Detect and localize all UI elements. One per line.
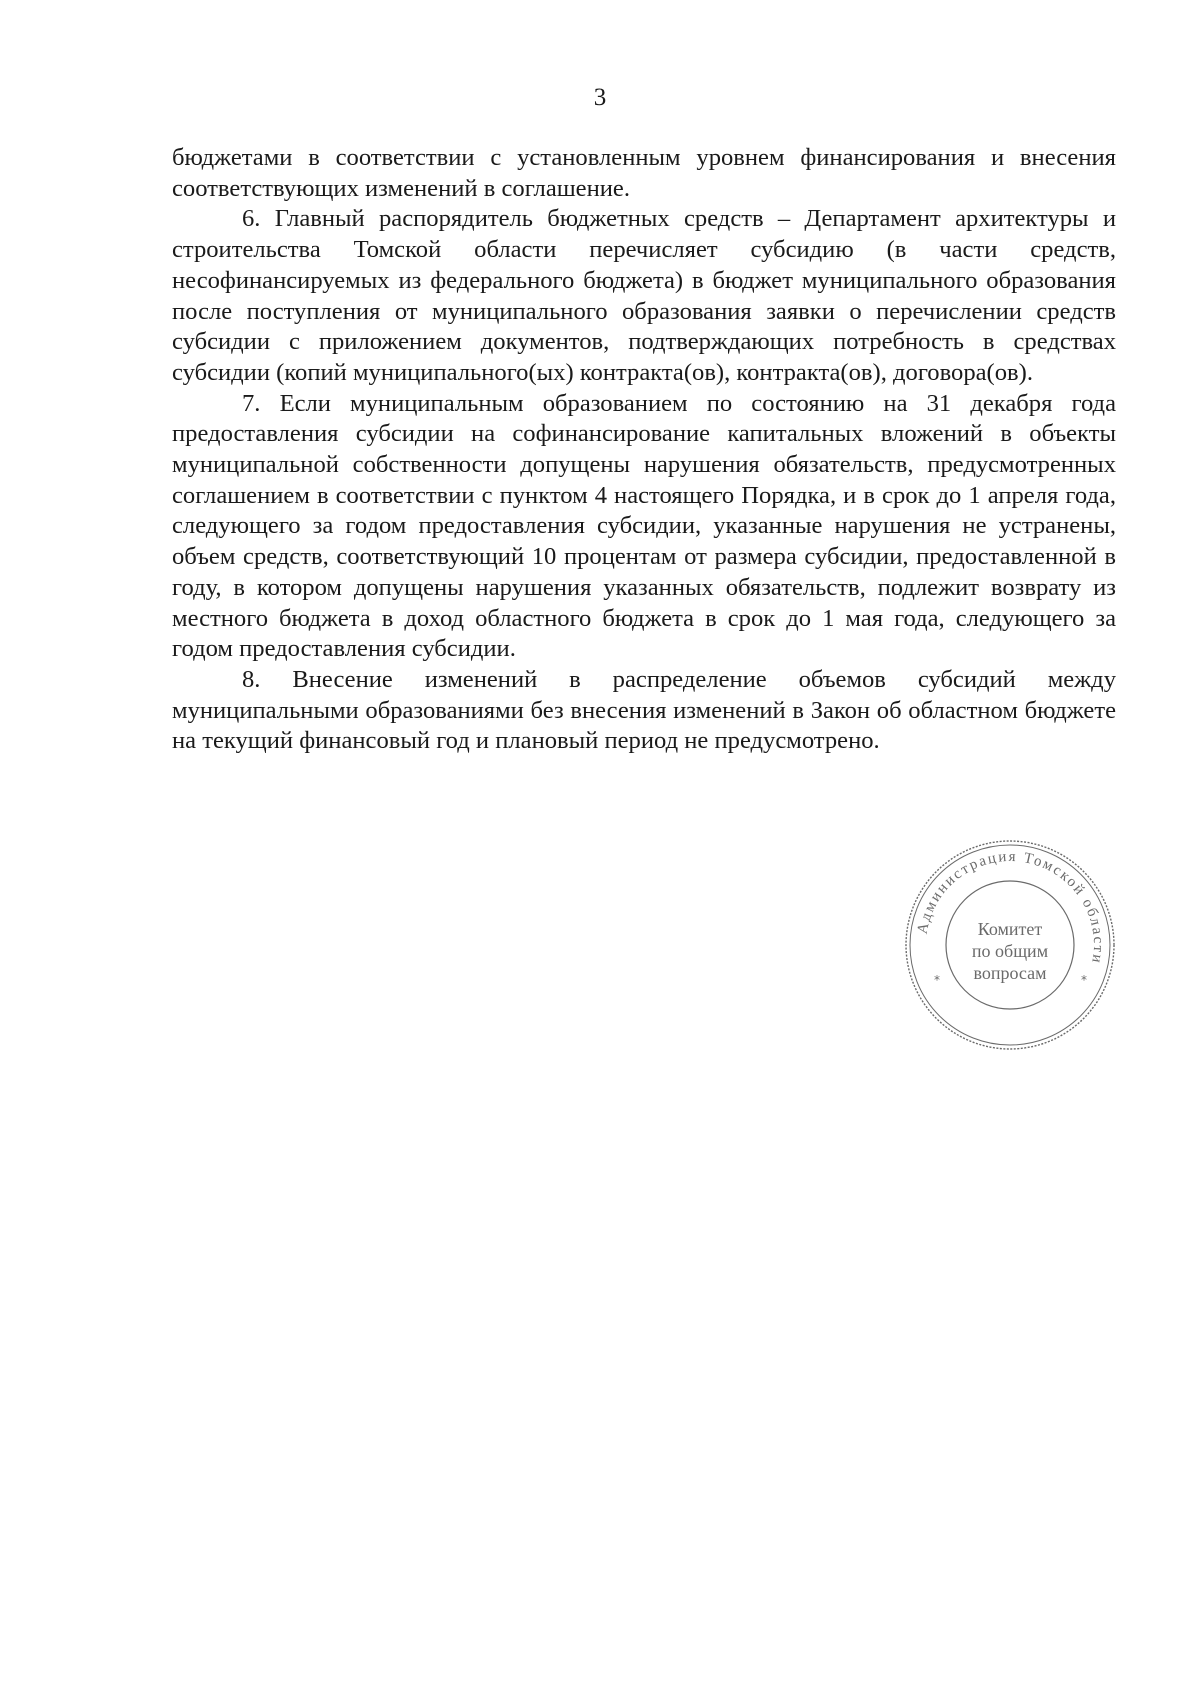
stamp-line-2: по общим <box>971 941 1049 961</box>
paragraph-item-6: 6. Главный распорядитель бюджетных средств – Департамент архитектуры и строительства Томской области перечисляет субсидию (в части средств, несофинансируемых из федерального бюджета) в бюджет муниципального образования после поступления от муниципального образования заявки о перечислении средств субсидии с приложением документов, подтверждающих потребность в средствах субсидии (копий муниципального(ых) контракта(ов), контракта(ов), договора(ов). <box>172 205 1116 386</box>
paragraph-continuation: бюджетами в соответствии с установленным уровнем финансирования и внесения соответствующих изменений в соглашение. <box>172 144 1116 202</box>
stamp-seal-icon <box>901 836 1119 1054</box>
page-number: 3 <box>593 84 607 111</box>
stamp-line-3: вопросам <box>973 963 1047 983</box>
stamp-line-1: Комитет <box>977 919 1043 939</box>
document-body <box>172 143 1116 757</box>
svg-text:*: * <box>1081 973 1087 987</box>
stamp-ring-text: Администрация Томской области <box>914 848 1107 966</box>
paragraph-item-8: 8. Внесение изменений в распределение объемов субсидий между муниципальными образованиями без внесения изменений в Закон об областном бюджете на текущий финансовый год и плановый период не предусмотрено. <box>172 665 1116 755</box>
svg-text:*: * <box>934 973 940 987</box>
official-stamp <box>901 836 1119 1054</box>
paragraph-item-7: 7. Если муниципальным образованием по состоянию на 31 декабря года предоставления субсидии на софинансирование капитальных вложений в объекты муниципальной собственности допущены нарушения обязательств, предусмотренных соглашением в соответствии с пунктом 4 настоящего Порядка, и в срок до 1 апреля года, следующего за годом предоставления субсидии, указанные нарушения не устранены, объем средств, соответствующий 10 процентам от размера субсидии, предоставленной в году, в котором допущены нарушения указанных обязательств, подлежит возврату из местного бюджета в доход областного бюджета в срок до 1 мая года, следующего за годом предоставления субсидии. <box>172 389 1116 663</box>
